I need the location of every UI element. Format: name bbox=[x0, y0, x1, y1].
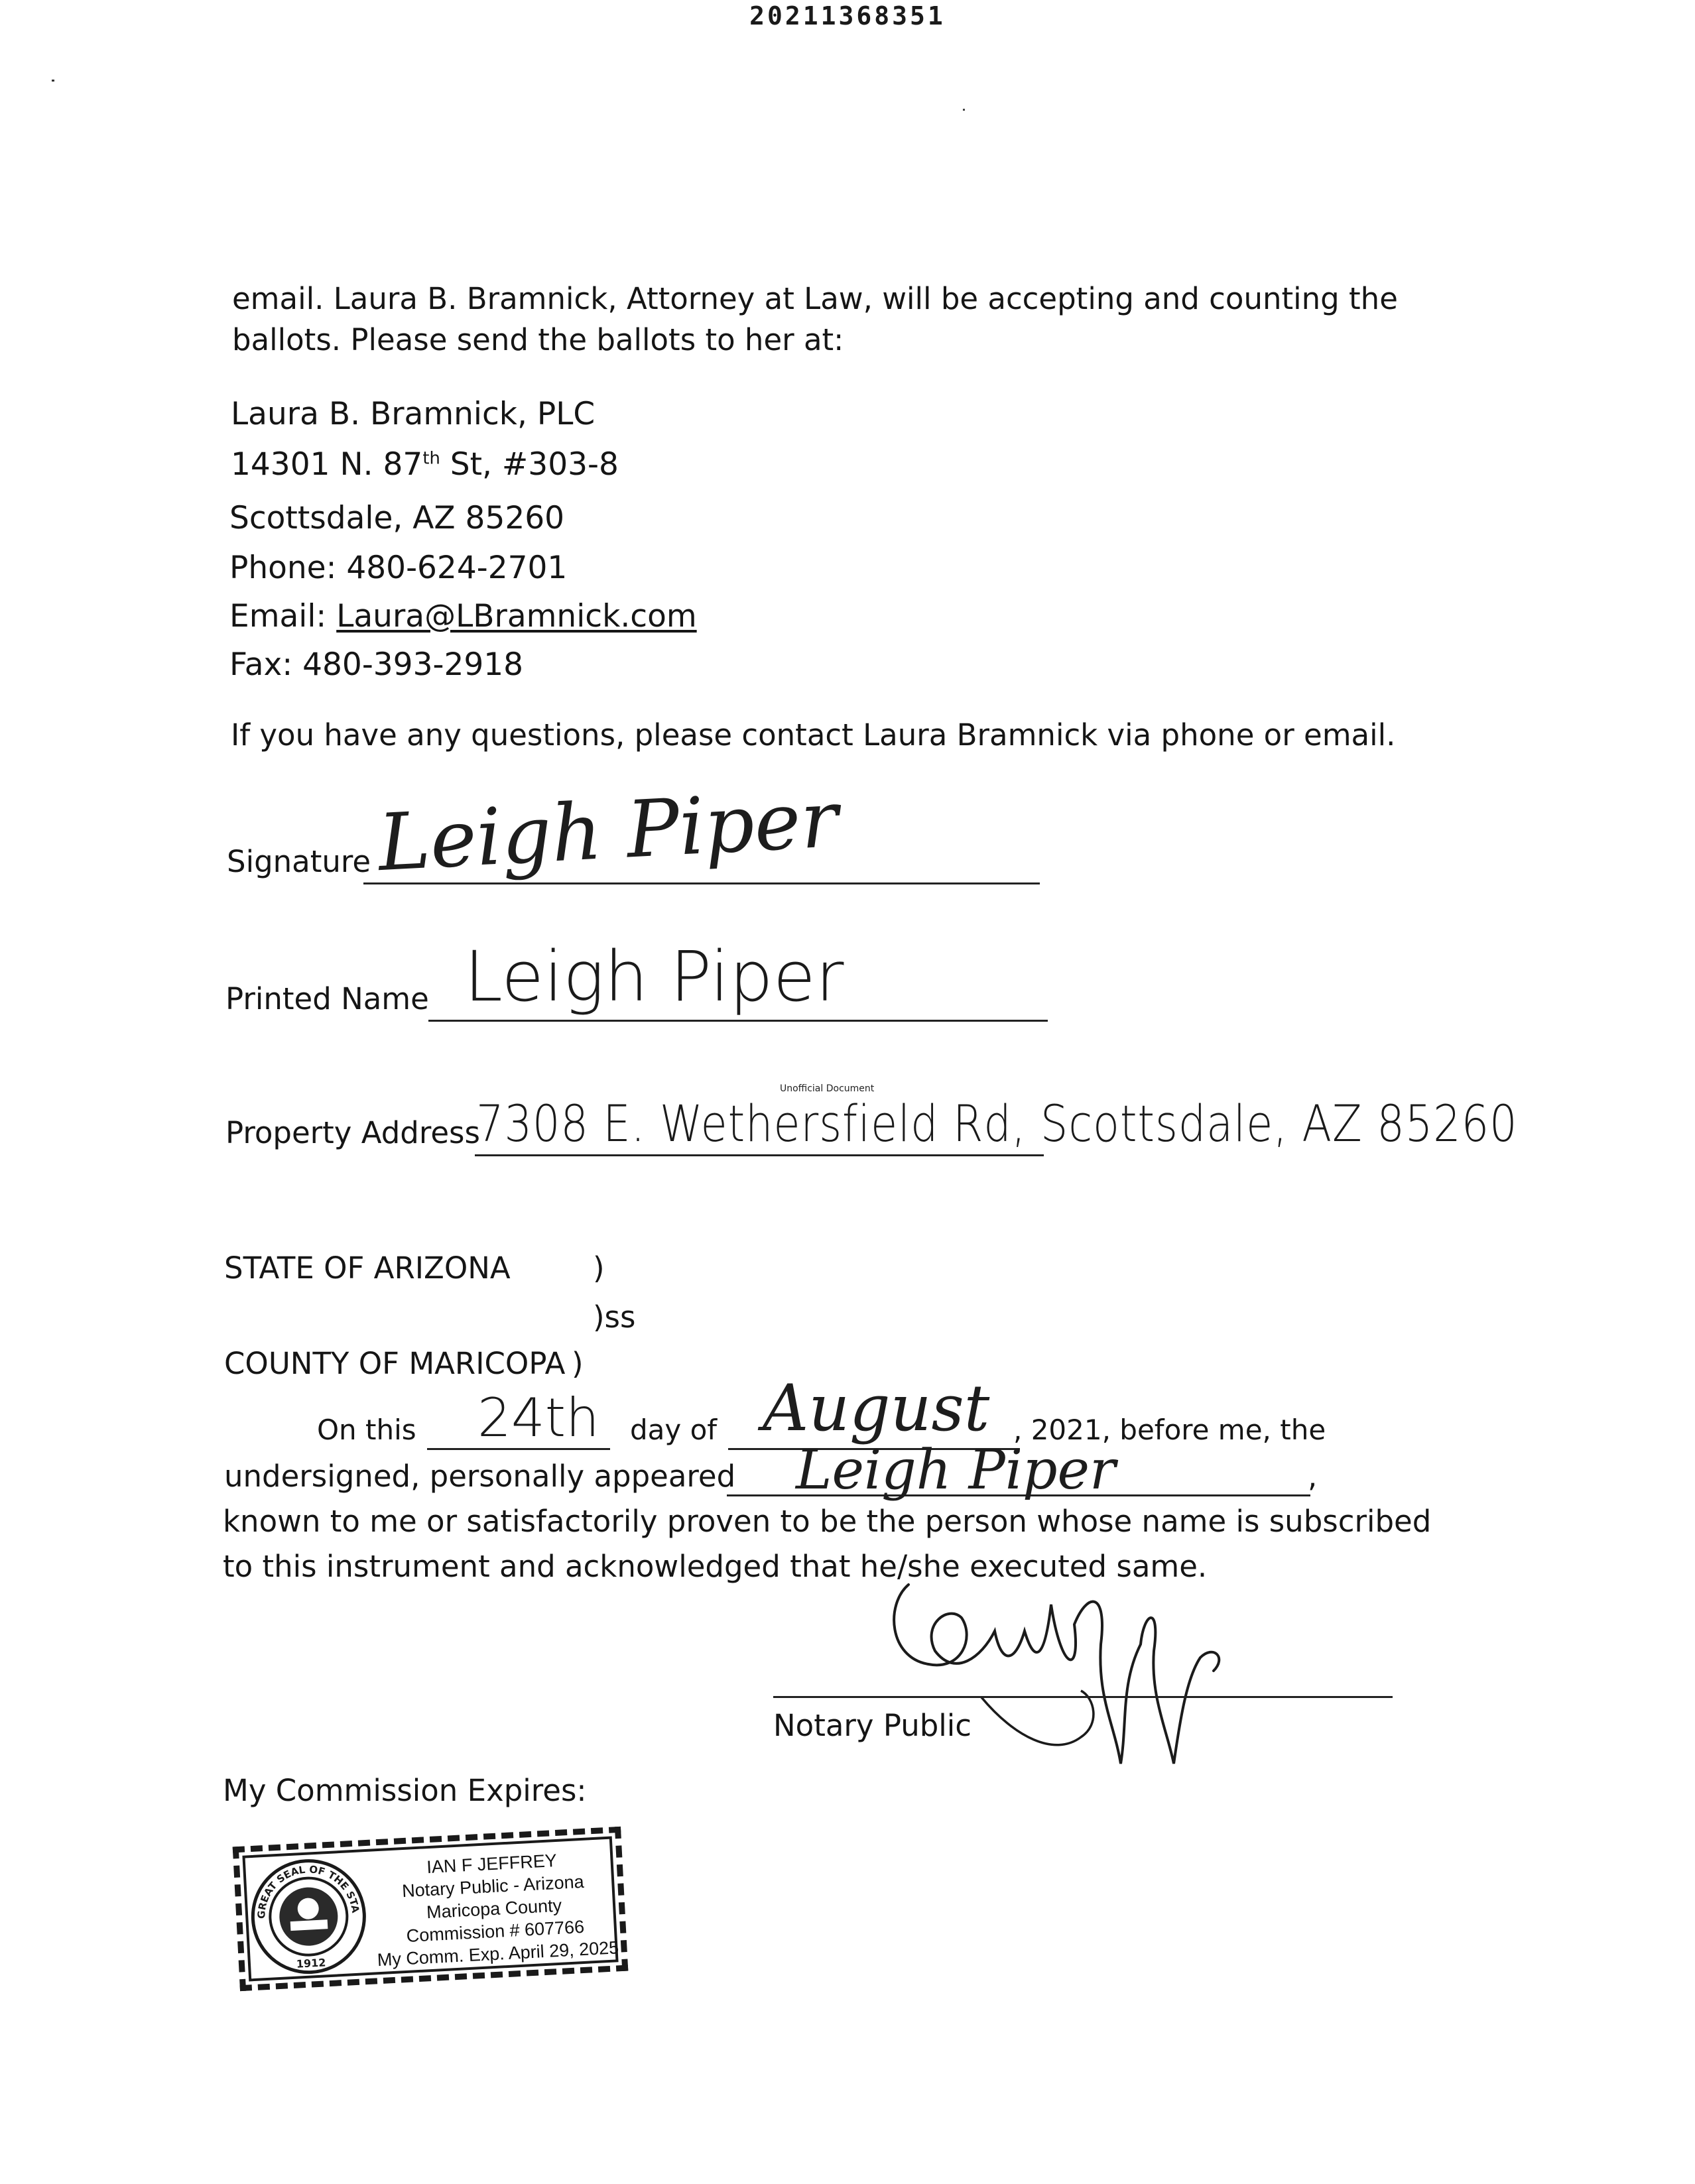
address-phone: Phone: 480-624-2701 bbox=[229, 550, 568, 586]
intro-line-1: email. Laura B. Bramnick, Attorney at Law, will be accepting and counting the bbox=[232, 281, 1398, 316]
venue-county: COUNTY OF MARICOPA bbox=[224, 1346, 566, 1381]
commission-label: My Commission Expires: bbox=[223, 1773, 587, 1808]
stamp-expiry: My Comm. Exp. April 29, 2025 bbox=[377, 1937, 619, 1971]
address-city: Scottsdale, AZ 85260 bbox=[229, 500, 565, 536]
ack-line-4: to this instrument and acknowledged that he/she executed same. bbox=[223, 1549, 1208, 1584]
ack-year-text: , 2021, before me, the bbox=[1013, 1414, 1326, 1446]
stamp-county: Maricopa County bbox=[426, 1895, 562, 1923]
venue-paren-1: ) bbox=[593, 1250, 605, 1286]
ack-appeared-text: undersigned, personally appeared bbox=[224, 1459, 736, 1494]
property-address-label: Property Address bbox=[225, 1115, 480, 1150]
stamp-text bbox=[372, 1847, 619, 1972]
seal-text: GREAT SEAL OF THE STATE OF ARIZONA bbox=[241, 1850, 362, 1919]
appeared-value: Leigh Piper bbox=[796, 1439, 1116, 1502]
ack-on-this: On this bbox=[317, 1414, 416, 1446]
address-name: Laura B. Bramnick, PLC bbox=[231, 396, 596, 432]
printed-name-label: Printed Name bbox=[225, 981, 429, 1016]
unofficial-note: Unofficial Document bbox=[780, 1083, 875, 1094]
notary-signature-line bbox=[773, 1696, 1393, 1698]
month-value: August bbox=[763, 1371, 990, 1445]
address-street-suffix: St, #303-8 bbox=[440, 446, 619, 483]
venue-paren-2: ) bbox=[572, 1346, 584, 1381]
scan-speck bbox=[52, 80, 54, 82]
day-value: 24th bbox=[477, 1387, 599, 1449]
stamp-name: IAN F JEFFREY bbox=[426, 1850, 558, 1878]
address-street-sup: th bbox=[422, 448, 440, 469]
address-street-prefix: 14301 N. 87 bbox=[231, 446, 423, 483]
seal-year: 1912 bbox=[296, 1956, 326, 1971]
address-street bbox=[231, 446, 619, 483]
ack-comma: , bbox=[1308, 1459, 1318, 1494]
stamp-commission: Commission # 607766 bbox=[405, 1916, 585, 1946]
venue-state: STATE OF ARIZONA bbox=[224, 1250, 511, 1286]
email-link[interactable]: Laura@LBramnick.com bbox=[336, 598, 697, 635]
ack-line-3: known to me or satisfactorily proven to be the person whose name is subscribed bbox=[223, 1504, 1432, 1539]
venue-ss: )ss bbox=[593, 1300, 636, 1335]
state-seal-icon bbox=[241, 1850, 371, 1979]
signature-value: Leigh Piper bbox=[375, 772, 841, 889]
stamp-title: Notary Public - Arizona bbox=[401, 1871, 585, 1902]
printed-name-line bbox=[428, 1020, 1048, 1022]
address-fax: Fax: 480-393-2918 bbox=[229, 646, 524, 683]
document-number: 20211368351 bbox=[749, 1, 946, 30]
intro-line-2: ballots. Please send the ballots to her at: bbox=[232, 322, 844, 357]
address-email-row bbox=[229, 598, 697, 635]
notary-stamp bbox=[233, 1827, 629, 1991]
signature-label: Signature bbox=[227, 844, 371, 879]
property-address-value: 7308 E. Wethersfield Rd, Scottsdale, AZ 85260 bbox=[476, 1094, 1518, 1153]
notary-label: Notary Public bbox=[773, 1708, 972, 1743]
printed-name-value: Leigh Piper bbox=[464, 936, 844, 1017]
ack-day-of: day of bbox=[630, 1414, 718, 1446]
property-address-line bbox=[475, 1154, 1044, 1156]
questions-text: If you have any questions, please contact Laura Bramnick via phone or email. bbox=[231, 717, 1396, 753]
address-email-label: Email: bbox=[229, 598, 337, 635]
scan-speck bbox=[963, 109, 965, 111]
